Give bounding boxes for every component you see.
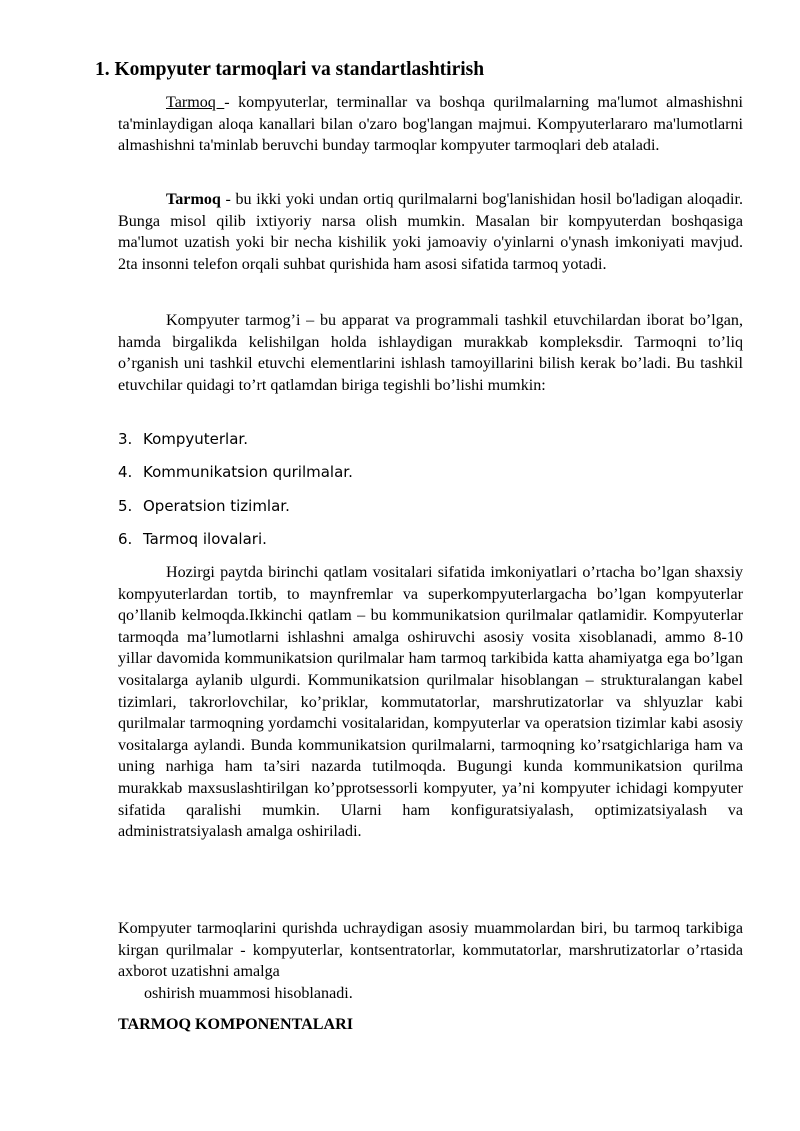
list-number: 3.: [118, 430, 133, 448]
paragraph-tarmoq-definition: [118, 92, 743, 157]
term-tarmoq-underlined: Tarmoq: [166, 94, 225, 111]
list-item: [118, 496, 290, 518]
section-title: TARMOQ KOMPONENTALARI: [118, 1016, 353, 1033]
list-text: Kompyuterlar.: [143, 430, 248, 448]
paragraph-muammolar-last-line: oshirish muammosi hisoblanadi.: [144, 985, 353, 1002]
paragraph-kompyuter-tarmogi: Kompyuter tarmog’i – bu apparat va programmali tashkil etuvchilardan iborat bo’lgan, hamda birgalikda kelishilgan holda ishlaydigan murakkab kompleksdir. Tarmoqni to’liq o’rganish uni tashkil etuvchi elementlarini ishlash tamoyillarini bilish kerak bo’ladi. Bu tashkil etuvchilar quidagi to’rt qatlamdan biriga tegishli bo’lishi mumkin:: [118, 312, 743, 394]
paragraph-text: - kompyuterlar, terminallar va boshqa qurilmalarning ma'lumot almashishni ta'minlaydigan aloqa kanallari bilan o'zaro bog'langan majmui. Kompyuterlararo ma'lumotlarni almashishni ta'minlab beruvchi bunday tarmoqlar kompyuter tarmoqlari deb ataladi.: [118, 94, 743, 155]
list-text: Kommunikatsion qurilmalar.: [143, 463, 353, 481]
list-item: [118, 462, 353, 484]
list-number: 4.: [118, 463, 133, 481]
list-text: Tarmoq ilovalari.: [143, 530, 267, 548]
list-text: Operatsion tizimlar.: [143, 497, 290, 515]
list-item: [118, 429, 248, 451]
paragraph-muammolar: Kompyuter tarmoqlarini qurishda uchraydigan asosiy muammolardan biri, bu tarmoq tarkibiga kirgan qurilmalar - kompyuterlar, kontsentratorlar, kommutatorlar, marshrutizatorlar o’rtasida axborot uzatishni amalga: [118, 920, 743, 981]
page-title: 1. Kompyuter tarmoqlari va standartlashtirish: [95, 59, 485, 80]
list-number: 6.: [118, 530, 133, 548]
list-item: [118, 529, 267, 551]
term-tarmoq-bold: Tarmoq: [166, 191, 221, 208]
paragraph-text: - bu ikki yoki undan ortiq qurilmalarni bog'lanishidan hosil bo'ladigan aloqadir. Bunga misol qilib ixtiyoriy narsa olish mumkin. Masalan bir kompyuterdan boshqasiga ma'lumot uzatish yoki bir necha kishilik yoki jamoaviy o'yinlarni o'ynash imkoniyati mavjud. 2ta insonni telefon orqali suhbat qurishida ham asosi sifatida tarmoq yotadi.: [118, 191, 743, 273]
paragraph-tarmoq-explanation: [118, 189, 743, 275]
paragraph-qatlamlar: Hozirgi paytda birinchi qatlam vositalari sifatida imkoniyatlari o’rtacha bo’lgan shaxsiy kompyuterlardan tortib, to maynfremlar va superkompyuterlargacha bo’lgan kompyuterlar qo’llanib kelmoqda.Ikkinchi qatlam – bu kommunikatsion qurilmalar qatlamidir. Kompyuterlar tarmoqda ma’lumotlarni ishlashni amalga oshiruvchi asosiy vosita xisoblanadi, ammo 8-10 yillar davomida kommunikatsion qurilmalar ham tarmoq tarkibida katta ahamiyatga ega bo’lgan vositalarga aylanib ulgurdi. Kommunikatsion qurilmalar hisoblangan – strukturalangan kabel tizimlari, takrorlovchilar, ko’priklar, kommutatorlar, marshrutizatorlar va shlyuzlar kabi qurilmalar tarmoqning yordamchi vositalaridan, kompyuterlar va operatsion tizimlar kabi asosiy vositalarga aylandi. Bunda kommunikatsion qurilmalarni, tarmoqning ko’rsatgichlariga ham va uning narhiga ham ta’siri nazarda tutilmoqda. Bugungi kunda kommunikatsion qurilma murakkab maxsuslashtirilgan ko’pprotsessorli kompyuter, ya’ni kompyuter ichidagi kompyuter sifatida qaralishi mumkin. Ularni ham konfiguratsiyalash, optimizatsiyalash va administratsiyalash amalga oshiriladi.: [118, 564, 743, 841]
list-number: 5.: [118, 497, 133, 515]
